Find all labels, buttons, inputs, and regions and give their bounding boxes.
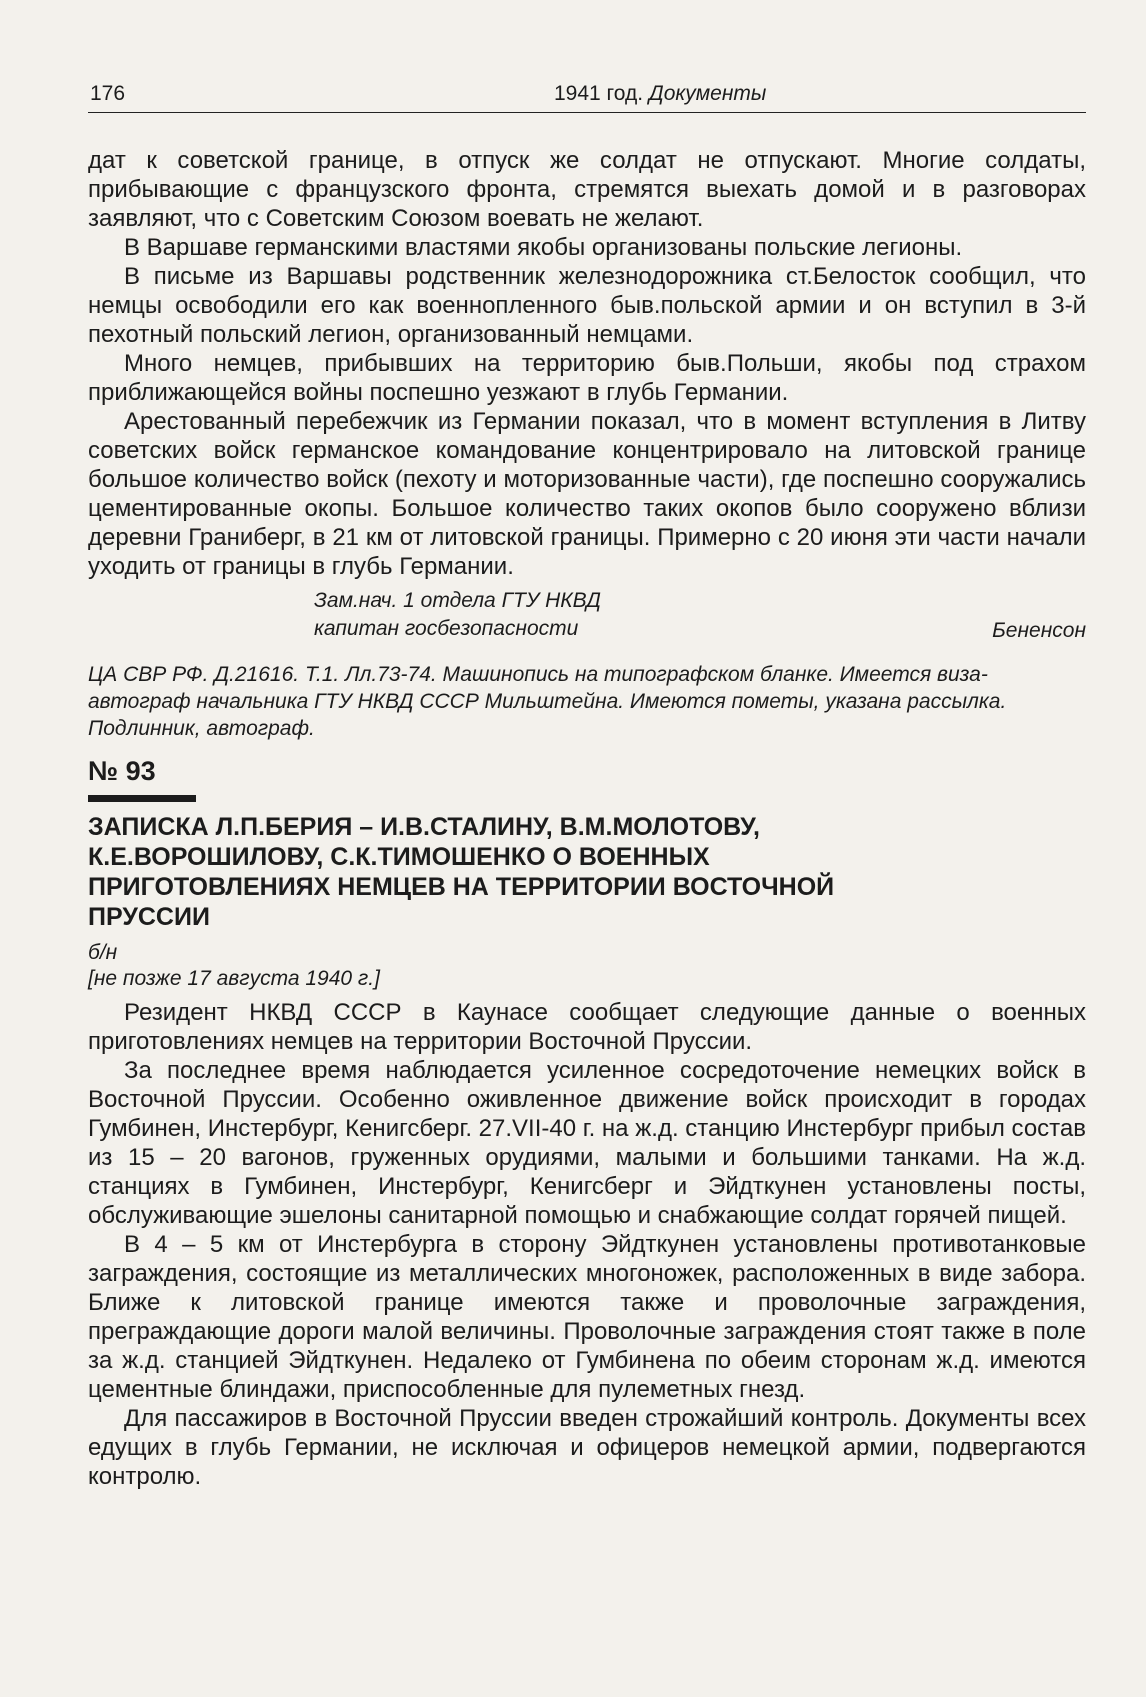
- signature-position: Зам.нач. 1 отдела ГТУ НКВД: [314, 589, 601, 612]
- page-body: [88, 146, 1086, 1491]
- running-title-year: 1941 год.: [554, 82, 644, 105]
- heading-rule: [88, 795, 196, 802]
- running-title-rest: Документы: [648, 82, 767, 105]
- paragraph: дат к советской границе, в отпуск же солдат не отпускают. Многие солдаты, прибывающие с французского фронта, стремятся выехать домой и в разговорах заявляют, что с Советским Союзом воевать не желают.: [88, 147, 1086, 232]
- signature-rank: капитан госбезопасности: [314, 617, 579, 640]
- signature-block: [88, 587, 1086, 657]
- signature-name: Бененсон: [992, 619, 1086, 642]
- document-date: [не позже 17 августа 1940 г.]: [88, 967, 380, 990]
- paragraph: В 4 – 5 км от Инстербурга в сторону Эйдткунен установлены противотанковые заграждения, состоящие из металлических многоножек, расположенных в виде забора. Ближе к литовской границе имеются также и проволочные заграждения, преграждающие дороги малой величины. Проволочные заграждения стоят также в поле за ж.д. станцией Эйдткунен. Недалеко от Гумбинена по обеим сторонам ж.д. имеются цементные блиндажи, приспособленные для пулеметных гнезд.: [88, 1231, 1086, 1403]
- document-meta: [88, 940, 1086, 992]
- paragraph: Арестованный перебежчик из Германии показал, что в момент вступления в Литву советских войск германское командование концентрировало на литовской границе большое количество войск (пехоту и моторизованные части), где поспешно сооружались цементированные окопы. Большое количество таких окопов было сооружено вблизи деревни Граниберг, в 21 км от литовской границы. Примерно с 20 июня эти части начали уходить от границы в глубь Германии.: [88, 408, 1086, 580]
- document-number: № 93: [88, 756, 156, 786]
- page-number: 176: [90, 82, 126, 105]
- paragraph: Для пассажиров в Восточной Пруссии введен строжайший контроль. Документы всех едущих в глубь Германии, не исключая и офицеров немецкой армии, подвергаются контролю.: [88, 1405, 1086, 1490]
- running-header: [88, 82, 1086, 113]
- paragraph: В письме из Варшавы родственник железнодорожника ст.Белосток сообщил, что немцы освободили его как военнопленного быв.польской армии и он вступил в 3-й пехотный польский легион, организованный немцами.: [88, 263, 1086, 348]
- paragraph: В Варшаве германскими властями якобы организованы польские легионы.: [124, 234, 963, 261]
- paragraph: Резидент НКВД СССР в Каунасе сообщает следующие данные о военных приготовлениях немцев на территории Восточной Пруссии.: [88, 999, 1086, 1055]
- document-reference: б/н: [88, 941, 118, 964]
- document-title: ЗАПИСКА Л.П.БЕРИЯ – И.В.СТАЛИНУ, В.М.МОЛОТОВУ, К.Е.ВОРОШИЛОВУ, С.К.ТИМОШЕНКО О ВОЕННЫХ ПРИГОТОВЛЕНИЯХ НЕМЦЕВ НА ТЕРРИТОРИИ ВОСТОЧНОЙ ПРУССИИ: [88, 813, 835, 931]
- paragraph: Много немцев, прибывших на территорию быв.Польши, якобы под страхом приближающейся войны поспешно уезжают в глубь Германии.: [88, 350, 1086, 406]
- archival-source-note: ЦА СВР РФ. Д.21616. Т.1. Лл.73-74. Машинопись на типографском бланке. Имеется виза-автограф начальника ГТУ НКВД СССР Мильштейна. Имеются пометы, указана рассылка. Подлинник, автограф.: [88, 663, 1007, 740]
- paragraph: За последнее время наблюдается усиленное сосредоточение немецких войск в Восточной Пруссии. Особенно оживленное движение войск происходит в городах Гумбинен, Инстербург, Кенигсберг. 27.VII-40 г. на ж.д. станцию Инстербург прибыл состав из 15 – 20 вагонов, груженных орудиями, малыми и большими танками. На ж.д. станциях в Гумбинен, Инстербург, Кенигсберг и Эйдткунен установлены посты, обслуживающие эшелоны санитарной помощью и снабжающие солдат горячей пищей.: [88, 1057, 1086, 1229]
- running-title: [554, 82, 766, 106]
